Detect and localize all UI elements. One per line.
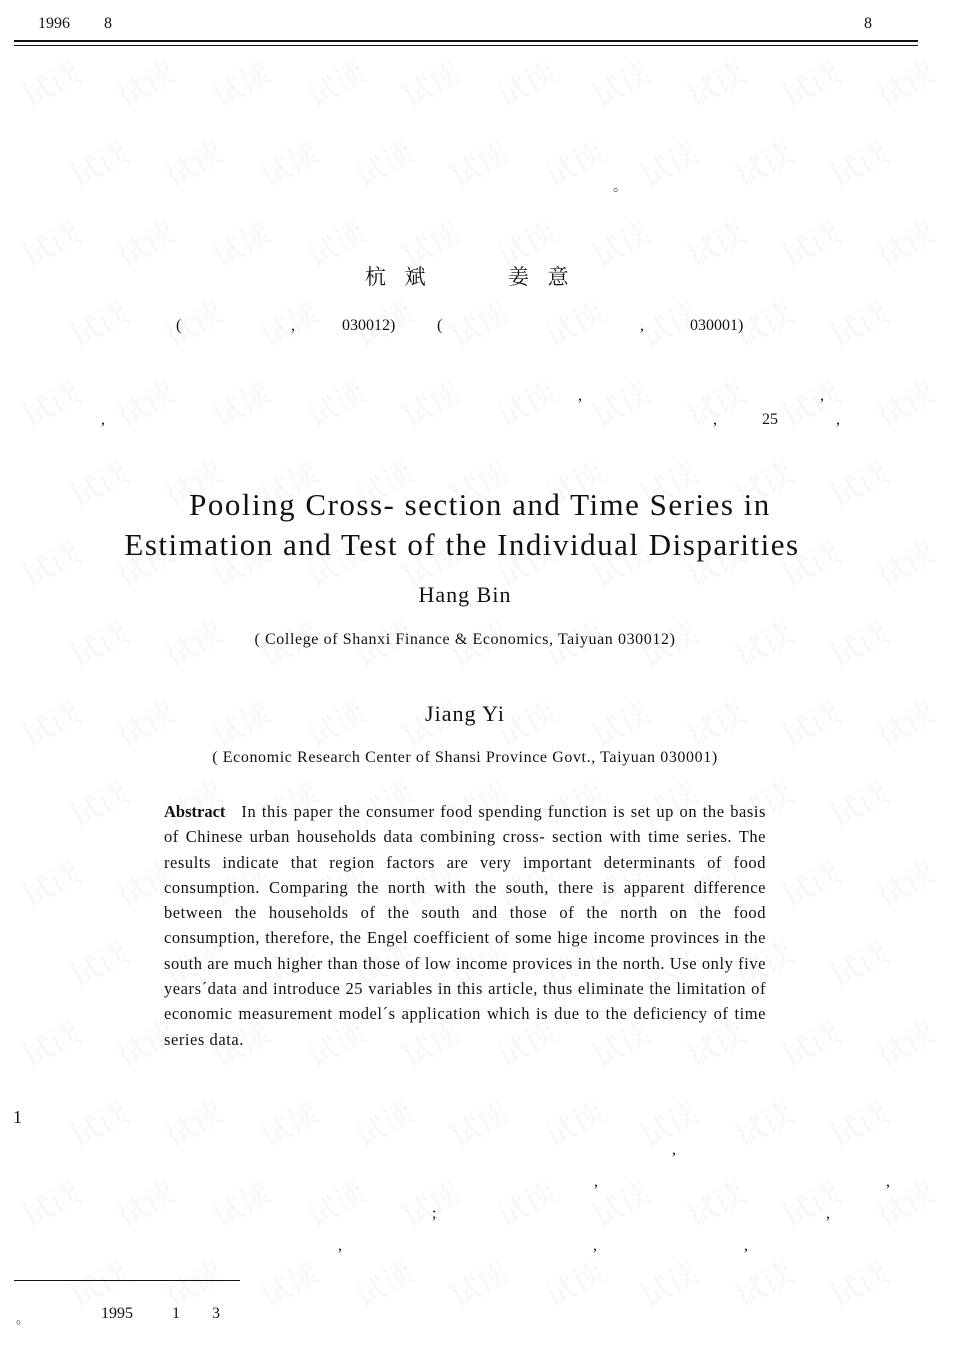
cn-affil-comma-1: , [291, 317, 295, 334]
watermark-text [346, 128, 420, 195]
watermark-text [108, 48, 182, 115]
watermark-text [108, 1168, 182, 1235]
watermark-text [441, 1248, 515, 1315]
watermark-text [13, 48, 87, 115]
watermark-text [536, 1088, 610, 1155]
abstract-label: Abstract [164, 802, 226, 821]
watermark-text [61, 288, 135, 355]
watermark-text [536, 288, 610, 355]
header-rule-thin [14, 45, 918, 46]
footnote-rule [14, 1280, 240, 1281]
cn-title-dot: 。 [613, 180, 627, 195]
watermark-text [61, 928, 135, 995]
watermark-text [61, 768, 135, 835]
watermark-text [13, 1168, 87, 1235]
footnote-dot: 。 [16, 1311, 30, 1326]
watermark-text [821, 1248, 895, 1315]
en-affil-hang-bin: ( College of Shanxi Finance & Economics, Taiyuan 030012) [254, 631, 676, 648]
cn-abstract-comma: , [578, 387, 582, 404]
watermark-text [298, 48, 372, 115]
watermark-text [251, 1248, 325, 1315]
watermark-text [678, 208, 752, 275]
body-punctuation: ; [432, 1205, 437, 1222]
watermark-text [393, 1168, 467, 1235]
cn-author-hang-bin: 杭 斌 [365, 265, 432, 289]
cn-abstract-comma: , [820, 387, 824, 404]
cn-abstract-comma: , [836, 411, 840, 428]
abstract-text: In this paper the consumer food spending function is set up on the basis of Chinese urban households data combining cross- section with time series. The results indicate that region factors are very important determinants of food consumption. Comparing the north with the south, there is apparent difference between the households of the south and those of the north on the food consumption, therefore, the Engel coefficient of some hige income provinces in the south are much higher than those of low income provices in the north. Use only five years´data and introduce 25 variables in this article, thus eliminate the limitation of economic measurement model´s application which is due to the deficiency of time series data. [164, 802, 766, 1049]
watermark-text [868, 208, 942, 275]
cn-affil-comma-2: , [640, 317, 644, 334]
watermark-text [251, 288, 325, 355]
watermark-text [61, 1088, 135, 1155]
en-affil-jiang-yi: ( Economic Research Center of Shansi Province Govt., Taiyuan 030001) [212, 749, 718, 766]
watermark-text [393, 368, 467, 435]
header-page-number: 8 [864, 15, 872, 32]
watermark-text [13, 1008, 87, 1075]
watermark-text [821, 288, 895, 355]
footnote-day: 3 [212, 1305, 220, 1322]
body-punctuation: , [593, 1237, 597, 1254]
watermark-text [678, 48, 752, 115]
watermark-text [536, 128, 610, 195]
watermark-text [203, 48, 277, 115]
watermark-text [773, 1008, 847, 1075]
watermark-text [868, 48, 942, 115]
watermark-text [868, 368, 942, 435]
watermark-text [678, 1168, 752, 1235]
watermark-text [773, 48, 847, 115]
watermark-text [821, 128, 895, 195]
watermark-text [298, 1168, 372, 1235]
watermark-text [298, 208, 372, 275]
watermark-text [203, 1168, 277, 1235]
watermark-text [13, 848, 87, 915]
header-rule [14, 40, 918, 42]
watermark-text [773, 208, 847, 275]
watermark-text [441, 128, 515, 195]
watermark-text [773, 848, 847, 915]
watermark-text [583, 208, 657, 275]
watermark-text [868, 1168, 942, 1235]
body-punctuation: , [672, 1141, 676, 1158]
watermark-text [821, 1088, 895, 1155]
watermark-text [156, 128, 230, 195]
watermark-text [488, 48, 562, 115]
watermark-text [251, 128, 325, 195]
cn-affil-zip-1: 030012) [342, 317, 396, 334]
en-title-line-1: Pooling Cross- section and Time Series in [189, 487, 771, 522]
watermark-text [868, 1008, 942, 1075]
watermark-text [13, 208, 87, 275]
footnote-month: 1 [172, 1305, 180, 1322]
cn-abstract-number: 25 [762, 411, 778, 428]
section-number: 1 [13, 1107, 22, 1127]
watermark-text [631, 1248, 705, 1315]
watermark-text [488, 368, 562, 435]
watermark-text [536, 1248, 610, 1315]
watermark-text [156, 1088, 230, 1155]
body-punctuation: , [886, 1173, 890, 1190]
watermark-text [821, 768, 895, 835]
footnote-year: 1995 [101, 1305, 133, 1322]
watermark-text [13, 368, 87, 435]
body-punctuation: , [338, 1237, 342, 1254]
watermark-text [821, 928, 895, 995]
body-punctuation: , [744, 1237, 748, 1254]
watermark-text [203, 368, 277, 435]
watermark-text [488, 1168, 562, 1235]
cn-abstract-comma: , [713, 411, 717, 428]
watermark-text [108, 368, 182, 435]
watermark-text [583, 48, 657, 115]
watermark-text [346, 1248, 420, 1315]
watermark-text [726, 128, 800, 195]
cn-author-jiang-yi: 姜 意 [508, 265, 575, 289]
watermark-text [251, 1088, 325, 1155]
cn-affil-open-2: ( [437, 317, 443, 334]
header-year: 1996 [38, 15, 70, 32]
watermark-text [726, 1088, 800, 1155]
watermark-text [108, 208, 182, 275]
watermark-text [631, 128, 705, 195]
watermark-text [298, 368, 372, 435]
en-author-jiang-yi: Jiang Yi [425, 701, 505, 726]
en-author-hang-bin: Hang Bin [418, 582, 512, 607]
watermark-text [346, 1088, 420, 1155]
cn-affil-open-1: ( [176, 317, 182, 334]
watermark-text [773, 1168, 847, 1235]
watermark-text [631, 1088, 705, 1155]
body-punctuation: , [826, 1205, 830, 1222]
watermark-text [156, 288, 230, 355]
abstract [164, 799, 766, 1052]
body-punctuation: , [594, 1173, 598, 1190]
watermark-text [441, 288, 515, 355]
watermark-text [393, 48, 467, 115]
watermark-text [441, 1088, 515, 1155]
cn-affil-zip-2: 030001) [690, 317, 744, 334]
header-issue: 8 [104, 15, 112, 32]
en-title-line-2: Estimation and Test of the Individual Disparities [124, 527, 800, 562]
watermark-text [868, 848, 942, 915]
watermark-text [726, 1248, 800, 1315]
cn-abstract-comma: , [101, 411, 105, 428]
watermark-text [61, 128, 135, 195]
watermark-text [583, 368, 657, 435]
watermark-text [203, 208, 277, 275]
